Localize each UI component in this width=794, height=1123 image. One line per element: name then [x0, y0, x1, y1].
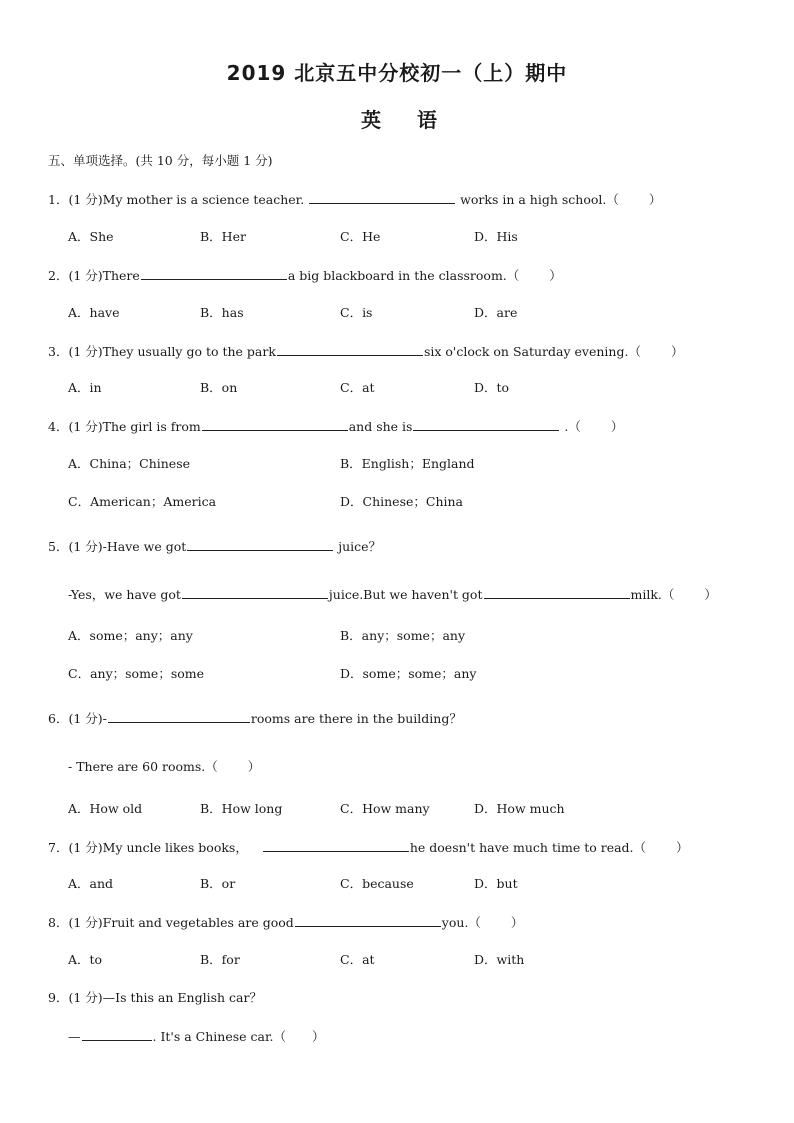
- option-d[interactable]: D．but: [474, 876, 518, 891]
- question-1: [48, 190, 661, 209]
- question-text: and she is: [348, 419, 413, 434]
- option-b[interactable]: B．or: [200, 876, 236, 891]
- option-c[interactable]: C．He: [340, 229, 381, 244]
- answer-paren[interactable]: ）: [670, 344, 684, 359]
- option-b[interactable]: B．Her: [200, 229, 246, 244]
- option-c[interactable]: C．at: [340, 952, 375, 967]
- question-number: 1．(1 分): [48, 192, 103, 207]
- question-number: 6．(1 分): [48, 711, 103, 726]
- question-text: —Is this an English car？: [102, 990, 262, 1005]
- answer-paren[interactable]: ）: [510, 915, 524, 930]
- answer-blank[interactable]: [141, 266, 287, 280]
- question-text: . It's a Chinese car.（: [152, 1029, 287, 1044]
- question-text: - There are 60 rooms.（: [68, 759, 218, 774]
- question-9: [48, 989, 262, 1007]
- answer-blank[interactable]: [108, 709, 250, 723]
- option-d[interactable]: D．How much: [474, 801, 565, 816]
- question-text: juice？: [334, 539, 382, 554]
- question-number: 7．(1 分): [48, 840, 103, 855]
- question-text: They usually go to the park: [102, 344, 276, 359]
- answer-blank[interactable]: [202, 417, 348, 431]
- option-d[interactable]: D．His: [474, 229, 518, 244]
- question-text: rooms are there in the building？: [250, 711, 462, 726]
- answer-blank[interactable]: [484, 585, 630, 599]
- question-6-line2: [68, 758, 260, 776]
- question-number: 4．(1 分): [48, 419, 103, 434]
- question-text: six o'clock on Saturday evening.（: [423, 344, 641, 359]
- option-a[interactable]: A．How old: [68, 801, 143, 816]
- option-c[interactable]: C．is: [340, 305, 373, 320]
- option-d[interactable]: D．to: [474, 380, 510, 395]
- question-3: [48, 342, 683, 361]
- option-b[interactable]: B．English；England: [340, 456, 475, 471]
- question-text: you.（: [441, 915, 481, 930]
- option-c[interactable]: C．because: [340, 876, 414, 891]
- answer-paren[interactable]: ）: [549, 268, 562, 283]
- option-b[interactable]: B．on: [200, 380, 238, 395]
- answer-blank[interactable]: [277, 342, 423, 356]
- option-a[interactable]: A．China；Chinese: [68, 456, 191, 471]
- question-text: My uncle likes books，: [102, 840, 248, 855]
- page-subtitle: 英语: [361, 108, 473, 132]
- section-heading: 五、单项选择。(共 10 分，每小题 1 分): [48, 153, 273, 168]
- option-c[interactable]: C．at: [340, 380, 375, 395]
- answer-blank[interactable]: [182, 585, 328, 599]
- answer-blank[interactable]: [82, 1027, 152, 1041]
- option-b[interactable]: B．has: [200, 305, 244, 320]
- option-a[interactable]: A．She: [68, 229, 114, 244]
- page-title: 2019 北京五中分校初一（上）期中: [226, 61, 568, 85]
- answer-blank[interactable]: [263, 838, 409, 852]
- question-8: [48, 913, 523, 932]
- question-text: juice.But we haven't got: [328, 587, 483, 602]
- question-number: 8．(1 分): [48, 915, 103, 930]
- question-4: [48, 417, 623, 436]
- answer-paren[interactable]: ）: [247, 759, 261, 774]
- answer-blank[interactable]: [413, 417, 559, 431]
- question-text: —: [68, 1029, 81, 1044]
- question-text: -Yes，we have got: [68, 587, 181, 602]
- question-text: Fruit and vegetables are good: [102, 915, 294, 930]
- option-a[interactable]: A．to: [68, 952, 103, 967]
- answer-blank[interactable]: [309, 190, 455, 204]
- question-text: My mother is a science teacher.: [102, 192, 309, 207]
- option-d[interactable]: D．with: [474, 952, 525, 967]
- question-text: works in a high school.（: [456, 192, 619, 207]
- answer-paren[interactable]: ）: [312, 1029, 325, 1044]
- option-c[interactable]: C．How many: [340, 801, 430, 816]
- answer-blank[interactable]: [187, 537, 333, 551]
- question-number: 3．(1 分): [48, 344, 103, 359]
- answer-blank[interactable]: [295, 913, 441, 927]
- option-c[interactable]: C．any；some；some: [68, 666, 205, 681]
- option-a[interactable]: A．and: [68, 876, 114, 891]
- question-7: [48, 838, 689, 857]
- option-a[interactable]: A．have: [68, 305, 120, 320]
- answer-paren[interactable]: ）: [704, 587, 717, 602]
- question-9-line2: [68, 1027, 325, 1046]
- question-number: 5．(1 分): [48, 539, 103, 554]
- option-a[interactable]: A．some；any；any: [68, 628, 193, 643]
- question-5-line2: [68, 585, 717, 604]
- answer-paren[interactable]: ）: [648, 192, 662, 207]
- question-text: The girl is from: [102, 419, 201, 434]
- question-text: a big blackboard in the classroom.（: [287, 268, 520, 283]
- question-number: 2．(1 分): [48, 268, 103, 283]
- answer-paren[interactable]: ）: [676, 840, 689, 855]
- option-b[interactable]: B．any；some；any: [340, 628, 466, 643]
- option-d[interactable]: D．Chinese；China: [340, 494, 464, 509]
- question-text: -: [102, 711, 107, 726]
- question-text: .（: [560, 419, 581, 434]
- question-text: There: [102, 268, 140, 283]
- question-5: [48, 537, 381, 556]
- option-c[interactable]: C．American；America: [68, 494, 217, 509]
- question-text: milk.（: [630, 587, 675, 602]
- option-d[interactable]: D．are: [474, 305, 518, 320]
- question-2: [48, 266, 562, 285]
- option-a[interactable]: A．in: [68, 380, 102, 395]
- option-d[interactable]: D．some；some；any: [340, 666, 477, 681]
- option-b[interactable]: B．for: [200, 952, 240, 967]
- question-6: [48, 709, 462, 728]
- question-number: 9．(1 分): [48, 990, 103, 1005]
- answer-paren[interactable]: ）: [610, 419, 624, 434]
- question-text: he doesn't have much time to read.（: [409, 840, 647, 855]
- option-b[interactable]: B．How long: [200, 801, 283, 816]
- question-text: -Have we got: [102, 539, 187, 554]
